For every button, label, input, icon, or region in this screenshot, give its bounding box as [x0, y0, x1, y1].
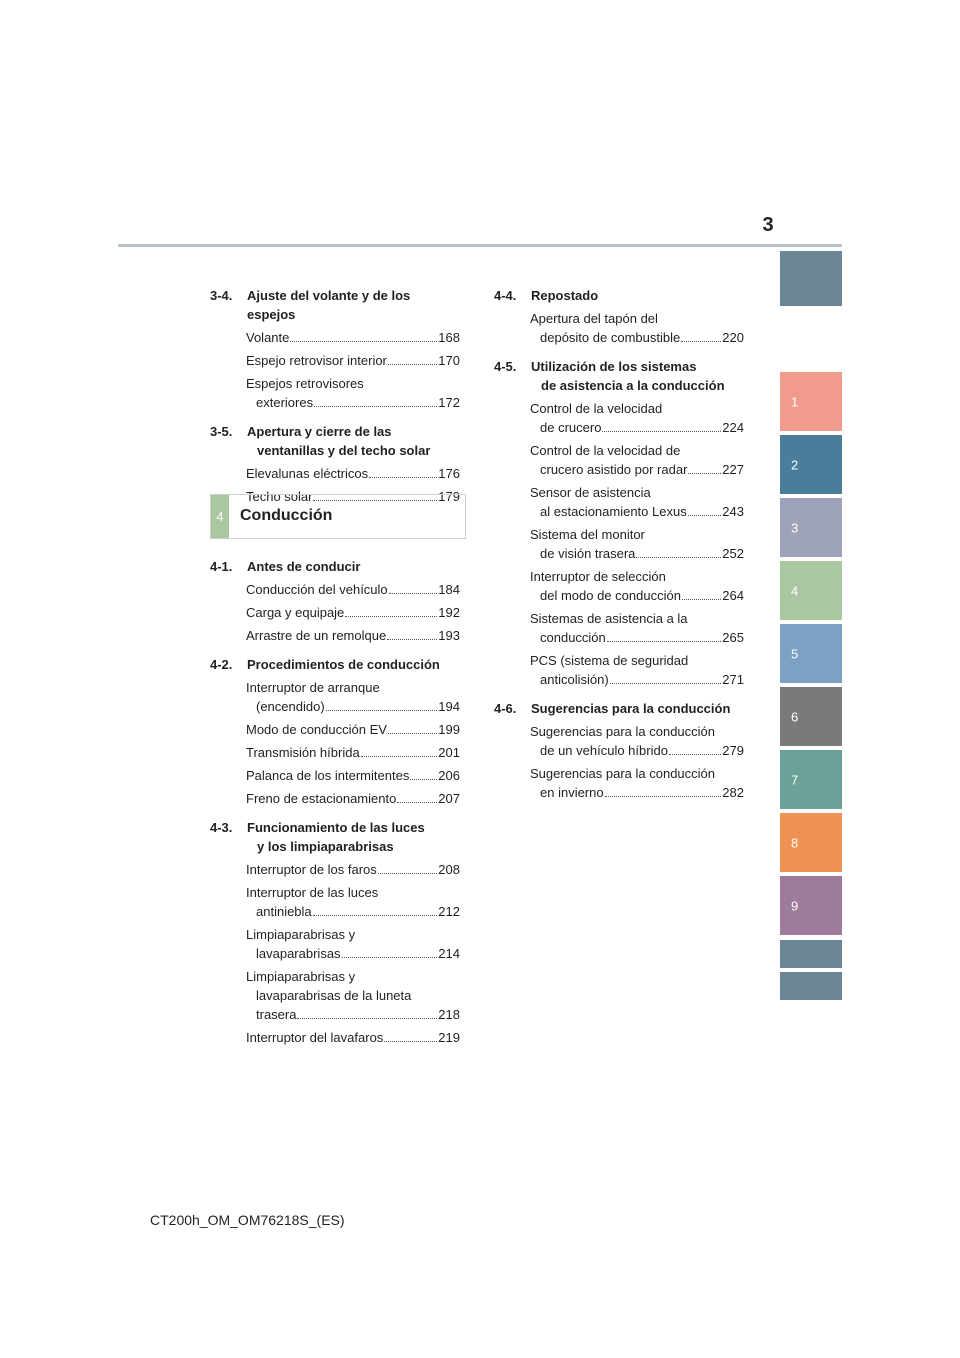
dot-leader — [290, 341, 437, 342]
entry-text: Interruptor de los faros — [246, 862, 377, 877]
toc-entry[interactable] — [210, 603, 460, 622]
page-ref: 193 — [438, 628, 460, 643]
entry-text: Sensor de asistencia — [530, 485, 651, 500]
chapter-tab-9[interactable] — [780, 876, 842, 935]
page-ref: 224 — [722, 420, 744, 435]
entry-text: Sugerencias para la conducción — [530, 766, 716, 781]
toc-entry[interactable] — [210, 580, 460, 599]
toc-entry[interactable] — [494, 399, 744, 437]
page-ref: 184 — [438, 582, 460, 597]
chapter-tab-label: 7 — [791, 772, 799, 787]
page-number: 3 — [762, 214, 774, 236]
page-ref: 271 — [722, 672, 744, 687]
dot-leader — [313, 915, 438, 916]
dot-leader — [607, 641, 722, 642]
section-number: 4-3. — [210, 820, 233, 835]
chapter-heading — [210, 494, 466, 539]
page-ref: 252 — [722, 546, 744, 561]
page-ref: 218 — [438, 1007, 460, 1022]
entry-text: exteriores — [256, 395, 314, 410]
section-title: Antes de conducir — [247, 559, 361, 574]
dot-leader — [682, 599, 721, 600]
page-ref: 192 — [438, 605, 460, 620]
entry-text: Palanca de los intermitentes — [246, 768, 410, 783]
section-title: y los limpiaparabrisas — [257, 839, 394, 854]
toc-entry[interactable] — [494, 651, 744, 689]
page-ref: 212 — [438, 904, 460, 919]
section-title: ventanillas y del techo solar — [257, 443, 431, 458]
section-number: 4-1. — [210, 559, 233, 574]
entry-text: Interruptor de selección — [530, 569, 666, 584]
dot-leader — [388, 733, 437, 734]
dot-leader — [326, 710, 438, 711]
entry-text: Volante — [246, 330, 290, 345]
entry-text: Sistemas de asistencia a la — [530, 611, 688, 626]
entry-text: Sugerencias para la conducción — [530, 724, 716, 739]
toc-entry[interactable] — [210, 720, 460, 739]
toc-entry[interactable] — [210, 967, 460, 1024]
toc-entry[interactable] — [494, 764, 744, 802]
page-ref: 194 — [438, 699, 460, 714]
page-ref: 207 — [438, 791, 460, 806]
entry-text: Limpiaparabrisas y — [246, 969, 356, 984]
dot-leader — [688, 473, 721, 474]
chapter-tab-6[interactable] — [780, 687, 842, 746]
entry-text: Control de la velocidad — [530, 401, 663, 416]
chapter-tab-blank[interactable] — [780, 972, 842, 1000]
entry-text: Freno de estacionamiento — [246, 791, 397, 806]
dot-leader — [688, 515, 722, 516]
entry-text: de visión trasera — [540, 546, 636, 561]
dot-leader — [669, 754, 721, 755]
entry-text: Carga y equipaje — [246, 605, 345, 620]
chapter-tab-8[interactable] — [780, 813, 842, 872]
entry-text: PCS (sistema de seguridad — [530, 653, 689, 668]
section-title: Ajuste del volante y de los espejos — [247, 288, 411, 322]
entry-text: Conducción del vehículo — [246, 582, 388, 597]
toc-section[interactable] — [210, 655, 460, 674]
toc-column-right — [494, 286, 744, 812]
toc-section[interactable] — [210, 422, 460, 460]
page-ref: 176 — [438, 466, 460, 481]
toc-entry[interactable] — [210, 925, 460, 963]
toc-column-left-bottom — [210, 557, 460, 1057]
entry-text: trasera — [256, 1007, 297, 1022]
toc-section[interactable] — [210, 286, 460, 324]
section-title: Funcionamiento de las luces — [247, 820, 425, 835]
entry-text: lavaparabrisas de la luneta — [256, 988, 412, 1003]
chapter-tab-label: 3 — [791, 520, 799, 535]
page-ref: 172 — [438, 395, 460, 410]
toc-entry[interactable] — [494, 722, 744, 760]
entry-text: crucero asistido por radar — [540, 462, 688, 477]
chapter-tab-label: 8 — [791, 835, 799, 850]
page-ref: 227 — [722, 462, 744, 477]
chapter-tab-4[interactable] — [780, 561, 842, 620]
toc-entry[interactable] — [210, 743, 460, 762]
chapter-tab-5[interactable] — [780, 624, 842, 683]
toc-entry[interactable] — [494, 525, 744, 563]
section-title: de asistencia a la conducción — [541, 378, 725, 393]
entry-text: Control de la velocidad de — [530, 443, 681, 458]
toc-section[interactable] — [494, 286, 744, 305]
page-ref: 168 — [438, 330, 460, 345]
chapter-tab-blank[interactable] — [780, 251, 842, 306]
chapter-tab-label: 4 — [791, 583, 799, 598]
dot-leader — [681, 341, 721, 342]
dot-leader — [378, 873, 438, 874]
dot-leader — [384, 1041, 437, 1042]
entry-text: Modo de conducción EV — [246, 722, 387, 737]
section-title: Repostado — [531, 288, 599, 303]
toc-entry[interactable] — [210, 464, 460, 483]
toc-entry[interactable] — [494, 567, 744, 605]
page-ref: 199 — [438, 722, 460, 737]
dot-leader — [314, 406, 437, 407]
entry-text: Espejo retrovisor interior — [246, 353, 387, 368]
section-title: Utilización de los sistemas — [531, 359, 697, 374]
entry-text: al estacionamiento Lexus — [540, 504, 687, 519]
section-number: 4-2. — [210, 657, 233, 672]
section-title: Procedimientos de conducción — [247, 657, 440, 672]
toc-entry[interactable] — [494, 483, 744, 521]
toc-entry[interactable] — [210, 766, 460, 785]
entry-text: en invierno — [540, 785, 604, 800]
toc-entry[interactable] — [494, 309, 744, 347]
entry-text: Interruptor de arranque — [246, 680, 380, 695]
dot-leader — [387, 639, 437, 640]
footer-code: CT200h_OM_OM76218S_(ES) — [150, 1212, 345, 1228]
page-ref: 179 — [438, 489, 460, 504]
chapter-tab-label: 1 — [791, 394, 799, 409]
toc-section[interactable] — [494, 699, 744, 718]
entry-text: Elevalunas eléctricos — [246, 466, 369, 481]
dot-leader — [342, 957, 438, 958]
entry-text: Techo solar — [246, 489, 313, 504]
dot-leader — [397, 802, 437, 803]
chapter-tab-label: 2 — [791, 457, 799, 472]
chapter-tab-7[interactable] — [780, 750, 842, 809]
toc-entry[interactable] — [210, 789, 460, 808]
entry-text: Limpiaparabrisas y — [246, 927, 356, 942]
dot-leader — [605, 796, 722, 797]
page-ref: 219 — [438, 1030, 460, 1045]
toc-entry[interactable] — [494, 609, 744, 647]
entry-text: Interruptor del lavafaros — [246, 1030, 384, 1045]
toc-entry[interactable] — [210, 626, 460, 645]
toc-entry[interactable] — [210, 883, 460, 921]
entry-text: Interruptor de las luces — [246, 885, 379, 900]
header-rule — [118, 244, 842, 247]
toc-section[interactable] — [494, 357, 744, 395]
chapter-title: Conducción — [240, 507, 333, 524]
toc-column-left-top — [210, 286, 460, 516]
dot-leader — [345, 616, 437, 617]
dot-leader — [361, 756, 438, 757]
toc-entry[interactable] — [210, 328, 460, 347]
page-ref: 206 — [438, 768, 460, 783]
dot-leader — [636, 557, 721, 558]
toc-entry[interactable] — [210, 678, 460, 716]
dot-leader — [602, 431, 721, 432]
toc-section[interactable] — [210, 557, 460, 576]
toc-entry[interactable] — [210, 374, 460, 412]
section-title: Sugerencias para la conducción — [531, 701, 731, 716]
chapter-number: 4 — [211, 495, 229, 538]
entry-text: Apertura del tapón del — [530, 311, 658, 326]
entry-text: (encendido) — [256, 699, 325, 714]
section-title: Apertura y cierre de las — [247, 424, 392, 439]
section-number: 4-6. — [494, 701, 517, 716]
chapter-tab-3[interactable] — [780, 498, 842, 557]
entry-text: Sistema del monitor — [530, 527, 645, 542]
page-ref: 282 — [722, 785, 744, 800]
page-ref: 201 — [438, 745, 460, 760]
entry-text: Transmisión híbrida — [246, 745, 360, 760]
chapter-tab-blank[interactable] — [780, 940, 842, 968]
dot-leader — [389, 593, 438, 594]
entry-text: antiniebla — [256, 904, 312, 919]
entry-text: del modo de conducción — [540, 588, 681, 603]
page-ref: 220 — [722, 330, 744, 345]
page-ref: 170 — [438, 353, 460, 368]
toc-section[interactable] — [210, 818, 460, 856]
page-ref: 243 — [722, 504, 744, 519]
toc-entry[interactable] — [210, 351, 460, 370]
toc-entry[interactable] — [210, 1028, 460, 1047]
chapter-tab-label: 5 — [791, 646, 799, 661]
chapter-tab-2[interactable] — [780, 435, 842, 494]
page-ref: 214 — [438, 946, 460, 961]
dot-leader — [369, 477, 437, 478]
entry-text: de crucero — [540, 420, 602, 435]
toc-entry[interactable] — [210, 860, 460, 879]
dot-leader — [410, 779, 437, 780]
page-ref: 279 — [722, 743, 744, 758]
dot-leader — [610, 683, 722, 684]
section-number: 3-5. — [210, 424, 233, 439]
dot-leader — [297, 1018, 437, 1019]
section-number: 3-4. — [210, 288, 233, 303]
chapter-tab-label: 6 — [791, 709, 799, 724]
entry-text: lavaparabrisas — [256, 946, 341, 961]
page-ref: 208 — [438, 862, 460, 877]
section-number: 4-4. — [494, 288, 517, 303]
page-ref: 264 — [722, 588, 744, 603]
chapter-tab-label: 9 — [791, 898, 799, 913]
entry-text: Espejos retrovisores — [246, 376, 364, 391]
toc-entry[interactable] — [494, 441, 744, 479]
chapter-tab-1[interactable] — [780, 372, 842, 431]
page-ref: 265 — [722, 630, 744, 645]
dot-leader — [388, 364, 437, 365]
entry-text: depósito de combustible — [540, 330, 681, 345]
entry-text: anticolisión) — [540, 672, 609, 687]
entry-text: conducción — [540, 630, 606, 645]
entry-text: Arrastre de un remolque — [246, 628, 387, 643]
section-number: 4-5. — [494, 359, 517, 374]
entry-text: de un vehículo híbrido — [540, 743, 668, 758]
